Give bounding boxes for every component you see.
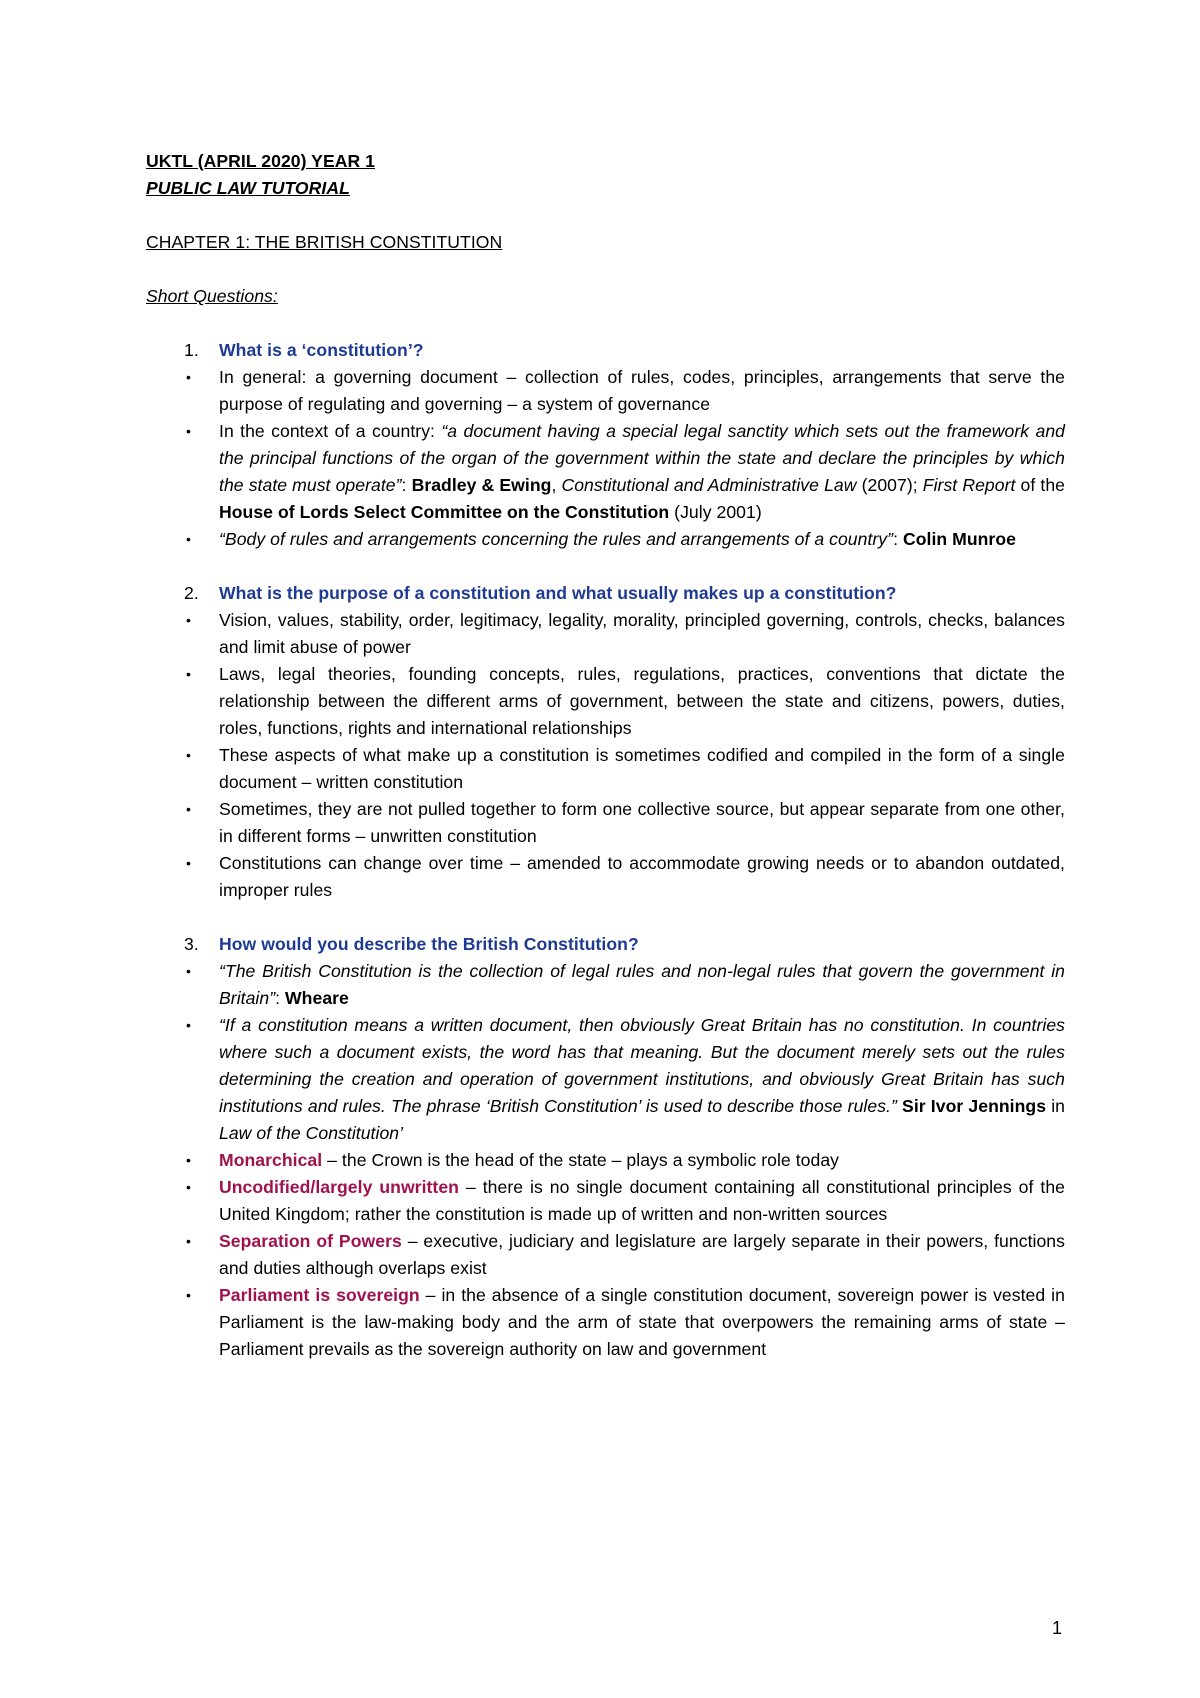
list-item: • “Body of rules and arrangements concerning the rules and arrangements of a country”: Colin Munroe (146, 526, 1065, 553)
bullet-icon: • (186, 963, 191, 979)
quote: “The British Constitution is the collection of legal rules and non-legal rules that govern the government in Britain” (219, 961, 1065, 1008)
author: Bradley & Ewing (411, 475, 552, 495)
bullet-icon: • (186, 1179, 191, 1195)
book-title: Constitutional and Administrative Law (561, 475, 857, 495)
question-3-bullets (146, 958, 1065, 1363)
quote: “a document having a special legal sanctity which sets out the framework and the principal functions of the organ of the government within the state and declare the principles by which the state must operate” (219, 421, 1065, 495)
tutorial-title: PUBLIC LAW TUTORIAL (146, 178, 350, 198)
bullet-icon: • (186, 369, 191, 385)
question-number: 2. (184, 583, 199, 603)
list-item: • Constitutions can change over time – amended to accommodate growing needs or to abandon outdated, improper rules (146, 850, 1065, 904)
list-item: • Laws, legal theories, founding concepts, rules, regulations, practices, conventions that dictate the relationship between the different arms of government, between the state and citizens, powers, duties, roles, functions, rights and international relationships (146, 661, 1065, 742)
bullet-icon: • (186, 1152, 191, 1168)
list-item: • These aspects of what make up a constitution is sometimes codified and compiled in the form of a single document – written constitution (146, 742, 1065, 796)
key-term: Monarchical (219, 1150, 323, 1170)
bullet-icon: • (186, 1287, 191, 1303)
key-term: Parliament is sovereign (219, 1285, 420, 1305)
list-item: • In the context of a country: “a document having a special legal sanctity which sets out the framework and the principal functions of the organ of the government within the state and declare the principles by which the state must operate”: Bradley & Ewing, Constitutional and Administrative Law (2007); First Report of the House of Lords Select Committee on the Constitution (July 2001) (146, 418, 1065, 526)
quote: “Body of rules and arrangements concerning the rules and arrangements of a country” (219, 529, 894, 549)
bullet-icon: • (186, 531, 191, 547)
question-number: 3. (184, 934, 199, 954)
course-title: UKTL (APRIL 2020) YEAR 1 (146, 151, 376, 171)
committee: House of Lords Select Committee on the Constitution (219, 502, 670, 522)
report-title: First Report (922, 475, 1016, 495)
bullet-icon: • (186, 666, 191, 682)
chapter-heading: CHAPTER 1: THE BRITISH CONSTITUTION (146, 232, 503, 252)
bullet-icon: • (186, 423, 191, 439)
author: Colin Munroe (902, 529, 1016, 549)
question-2-bullets (146, 607, 1065, 904)
question-number: 1. (184, 340, 199, 360)
list-item: • Sometimes, they are not pulled together to form one collective source, but appear separate from one other, in different forms – unwritten constitution (146, 796, 1065, 850)
question-3 (146, 931, 1065, 958)
question-text: How would you describe the British Constitution? (219, 934, 639, 954)
page-number: 1 (1052, 1618, 1063, 1638)
question-text: What is a ‘constitution’? (219, 340, 424, 360)
short-questions-heading: Short Questions: (146, 286, 278, 306)
list-item: • Monarchical – the Crown is the head of the state – plays a symbolic role today (146, 1147, 1065, 1174)
question-1 (146, 337, 1065, 364)
list-item: • “The British Constitution is the collection of legal rules and non-legal rules that govern the government in Britain”: Wheare (146, 958, 1065, 1012)
book-title: Law of the Constitution’ (219, 1123, 404, 1143)
key-term: Uncodified/largely unwritten (219, 1177, 459, 1197)
document-body (146, 148, 1065, 1363)
bullet-icon: • (186, 1233, 191, 1249)
quote: “If a constitution means a written document, then obviously Great Britain has no constitution. In countries where such a document exists, the word has that meaning. But the document merely sets out the rules determining the creation and operation of government institutions, and obviously Great Britain has such institutions and rules. The phrase ‘British Constitution’ is used to describe those rules.” (219, 1015, 1065, 1116)
question-1-bullets (146, 364, 1065, 553)
key-term: Separation of Powers (219, 1231, 402, 1251)
author: Wheare (285, 988, 349, 1008)
bullet-icon: • (186, 612, 191, 628)
list-item: • “If a constitution means a written document, then obviously Great Britain has no constitution. In countries where such a document exists, the word has that meaning. But the document merely sets out the rules determining the creation and operation of government institutions, and obviously Great Britain has such institutions and rules. The phrase ‘British Constitution’ is used to describe those rules.” Sir Ivor Jennings in Law of the Constitution’ (146, 1012, 1065, 1147)
question-text: What is the purpose of a constitution and what usually makes up a constitution? (219, 583, 897, 603)
list-item: • Uncodified/largely unwritten – there is no single document containing all constitutional principles of the United Kingdom; rather the constitution is made up of written and non-written sources (146, 1174, 1065, 1228)
list-item: • Separation of Powers – executive, judiciary and legislature are largely separate in their powers, functions and duties although overlaps exist (146, 1228, 1065, 1282)
bullet-icon: • (186, 801, 191, 817)
list-item: • Parliament is sovereign – in the absence of a single constitution document, sovereign power is vested in Parliament is the law-making body and the arm of state that overpowers the remaining arms of state – Parliament prevails as the sovereign authority on law and government (146, 1282, 1065, 1363)
question-2 (146, 580, 1065, 607)
bullet-icon: • (186, 747, 191, 763)
list-item: • In general: a governing document – collection of rules, codes, principles, arrangements that serve the purpose of regulating and governing – a system of governance (146, 364, 1065, 418)
author: Sir Ivor Jennings (902, 1096, 1047, 1116)
bullet-icon: • (186, 1017, 191, 1033)
list-item: • Vision, values, stability, order, legitimacy, legality, morality, principled governing, controls, checks, balances and limit abuse of power (146, 607, 1065, 661)
bullet-icon: • (186, 855, 191, 871)
